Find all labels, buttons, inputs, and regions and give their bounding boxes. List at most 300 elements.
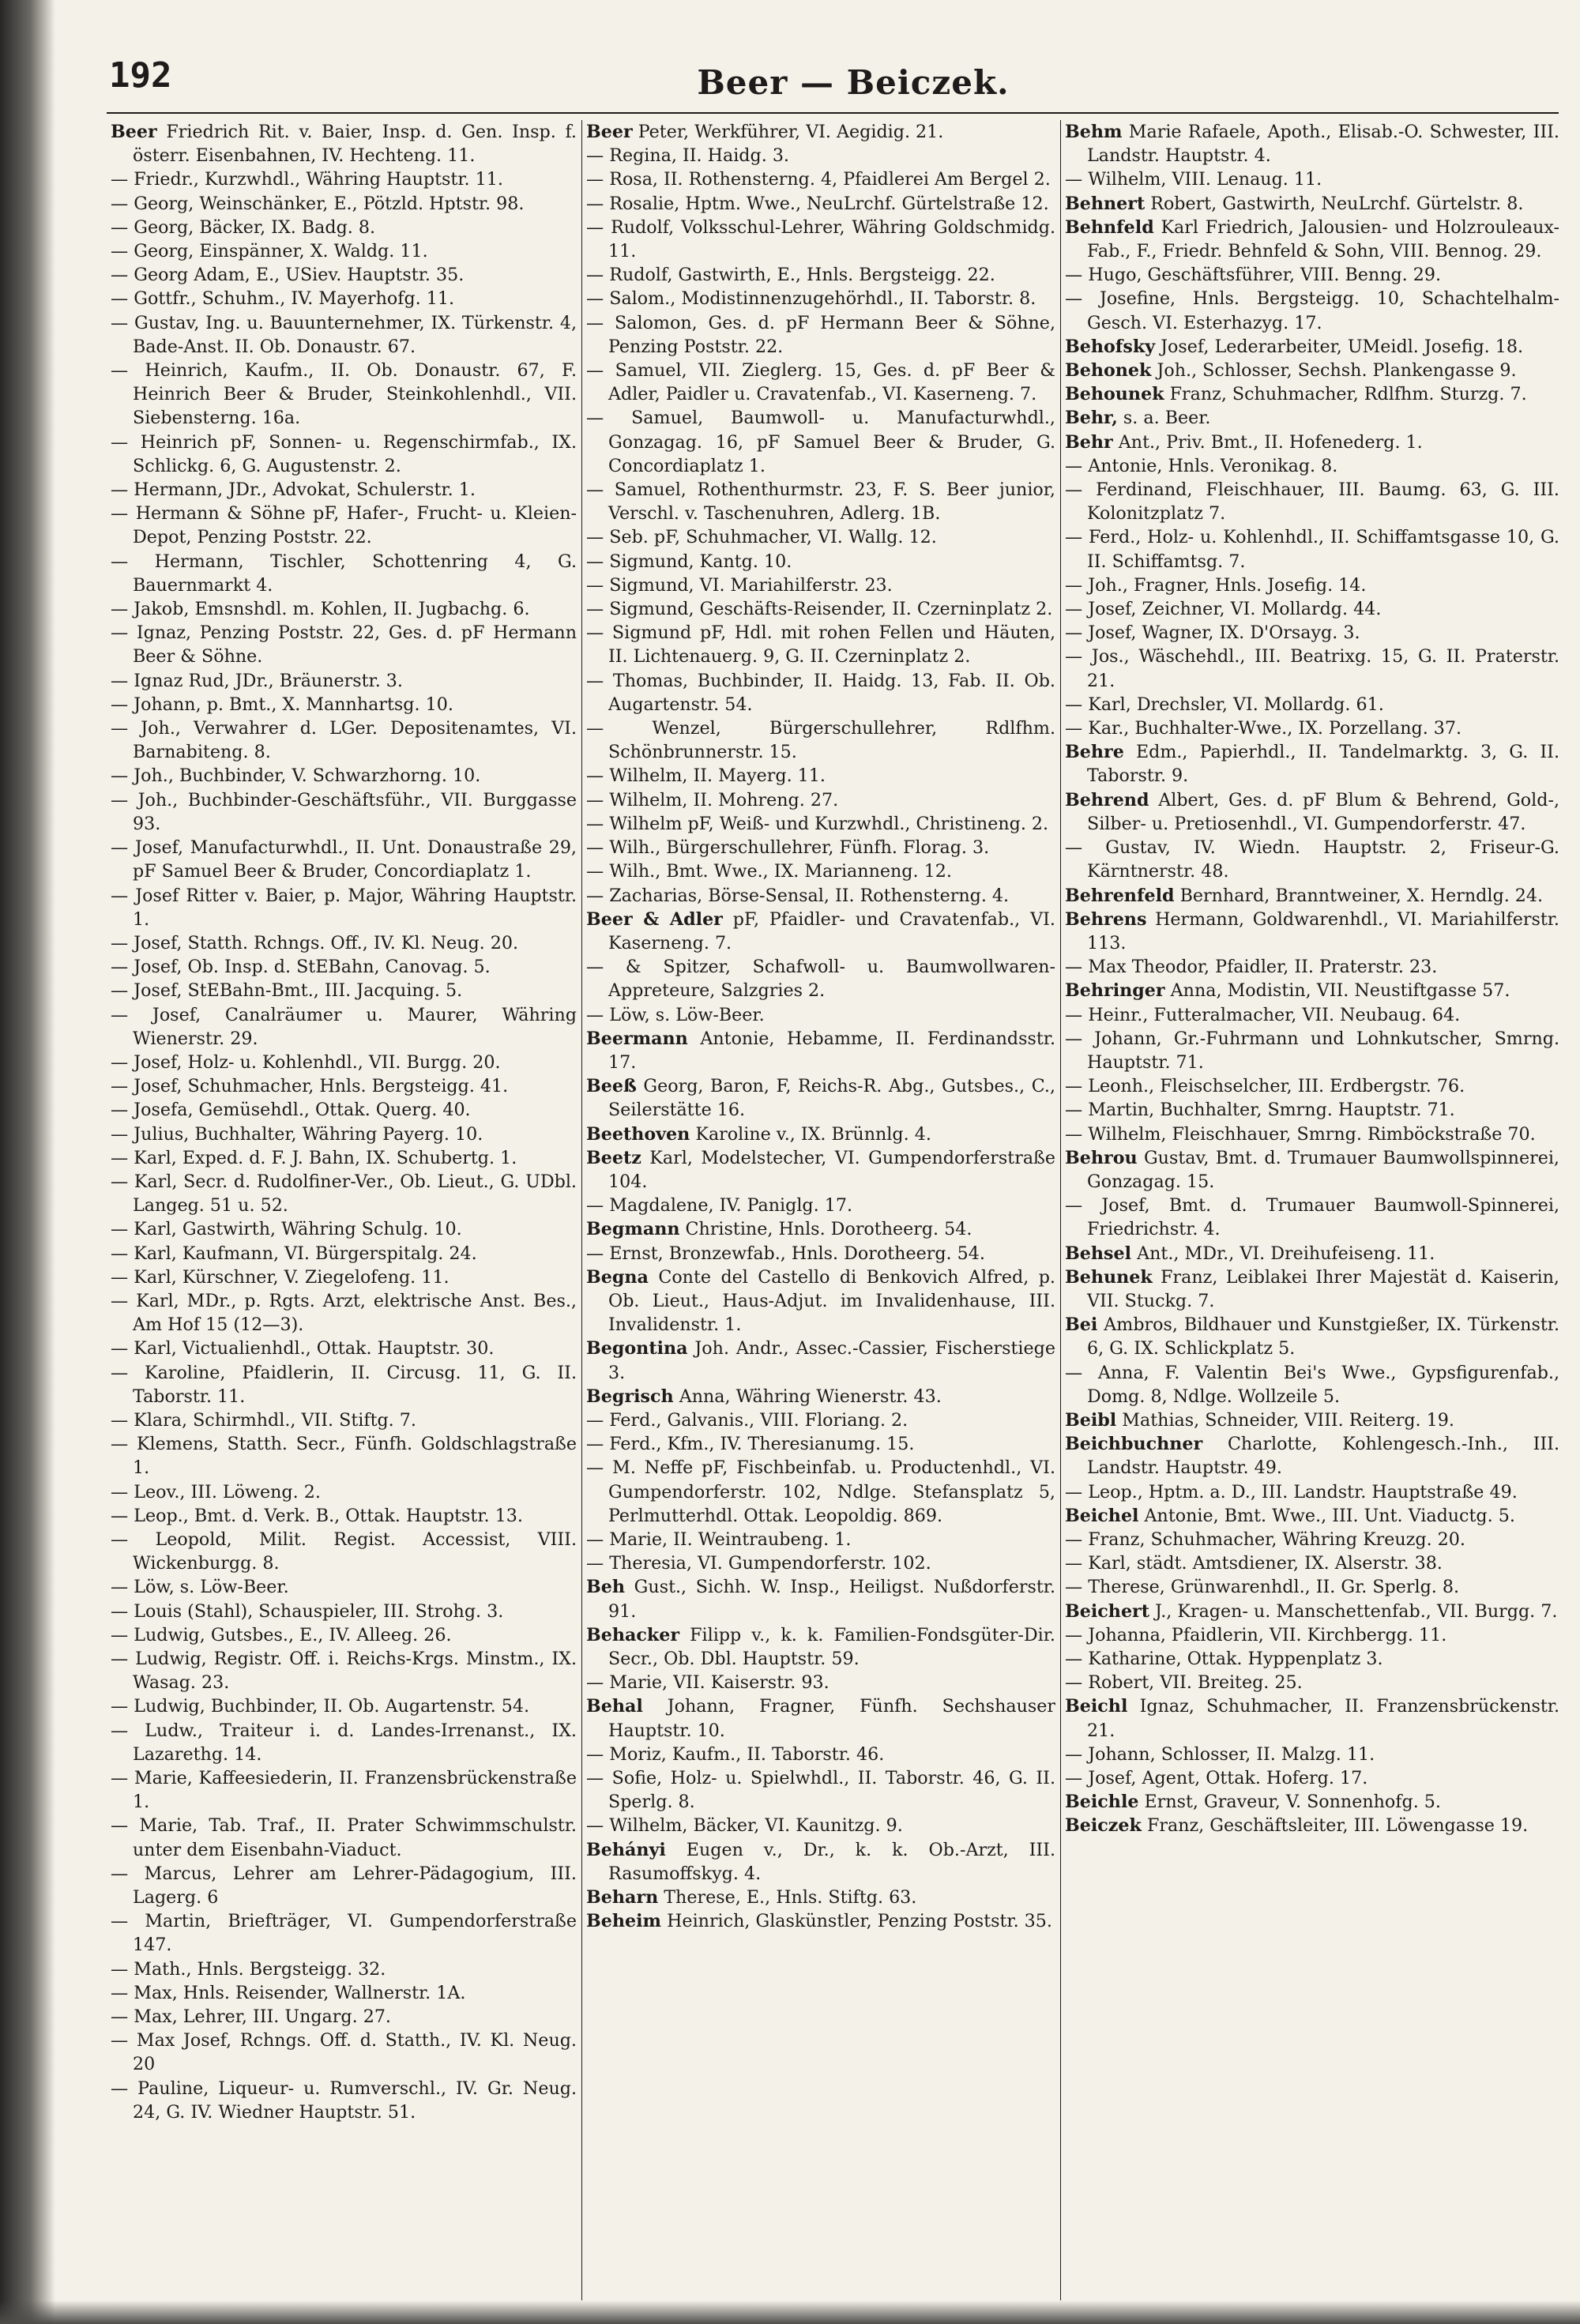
directory-entry: [111, 1051, 577, 1074]
directory-entry: [111, 1862, 577, 1909]
directory-entry: [586, 1766, 1055, 1814]
entry-text: — Klemens, Statth. Secr., Fünfh. Goldschlagstraße 1.: [111, 1434, 577, 1479]
directory-entry: [111, 1217, 577, 1241]
entry-text: — Hermann, JDr., Advokat, Schulerstr. 1.: [111, 479, 476, 501]
entry-text: — Georg Adam, E., USiev. Hauptstr. 35.: [111, 265, 465, 286]
entry-text: — Therese, Grünwarenhdl., II. Gr. Sperlg. 8.: [1065, 1577, 1460, 1598]
entry-text: — Ferd., Kfm., IV. Theresianumg. 15.: [586, 1434, 915, 1455]
directory-entry: [586, 1814, 1055, 1837]
directory-entry: [1065, 1790, 1559, 1814]
entry-text: — Karl, Victualienhdl., Ottak. Hauptstr. 30.: [111, 1338, 495, 1359]
entry-text: — Kar., Buchhalter-Wwe., IX. Porzellang. 37.: [1065, 718, 1462, 739]
directory-entry: [586, 621, 1055, 668]
directory-entry: [586, 144, 1055, 167]
entry-text: — Ludwig, Gutsbes., E., IV. Alleeg. 26.: [111, 1624, 452, 1645]
entry-text: Bernhard, Branntweiner, X. Herndlg. 24.: [1174, 885, 1544, 906]
directory-entry: [586, 359, 1055, 406]
directory-entry: [111, 1694, 577, 1718]
entry-text: — Joh., Verwahrer d. LGer. Depositenamtes, VI. Barnabiteng. 8.: [111, 718, 577, 763]
entry-surname: Behsel: [1065, 1243, 1132, 1264]
entry-text: — Josef Ritter v. Baier, p. Major, Währing Hauptstr. 1.: [111, 885, 577, 930]
directory-entry: [1065, 1123, 1559, 1146]
entry-surname: Behal: [586, 1696, 643, 1717]
directory-entry: [586, 1027, 1055, 1074]
directory-entry: [1065, 1647, 1559, 1671]
entry-text: Hermann, Goldwarenhdl., VI. Mariahilferstr. 113.: [1087, 908, 1559, 953]
entry-text: — Karl, Exped. d. F. J. Bahn, IX. Schubertg. 1.: [111, 1147, 517, 1168]
directory-entry: [586, 764, 1055, 788]
directory-entry: [1065, 1600, 1559, 1623]
entry-text: Anna, Währing Wienerstr. 43.: [673, 1386, 942, 1407]
directory-entry: [586, 192, 1055, 216]
entry-text: Georg, Baron, F, Reichs-R. Abg., Gutsbes., C., Seilerstätte 16.: [608, 1076, 1055, 1121]
entry-text: — Rudolf, Volksschul-Lehrer, Währing Goldschmidg. 11.: [586, 216, 1055, 262]
entry-text: — Moriz, Kaufm., II. Taborstr. 46.: [586, 1743, 885, 1765]
entry-text: Gustav, Bmt. d. Trumauer Baumwollspinnerei, Gonzagag. 15.: [1087, 1147, 1559, 1192]
directory-entry: [586, 216, 1055, 263]
entry-text: — Max Josef, Rchngs. Off. d. Statth., IV. Kl. Neug. 20: [111, 2030, 577, 2075]
entry-text: — Josef, Bmt. d. Trumauer Baumwoll-Spinnerei, Friedrichstr. 4.: [1065, 1195, 1559, 1240]
entry-text: — Georg, Bäcker, IX. Badg. 8.: [111, 216, 376, 238]
entry-text: s. a. Beer.: [1117, 408, 1211, 429]
entry-surname: Bei: [1065, 1314, 1098, 1336]
directory-entry: [586, 1217, 1055, 1241]
directory-entry: [111, 120, 577, 167]
entry-text: — & Spitzer, Schafwoll- u. Baumwollwaren-Appreteure, Salzgries 2.: [586, 957, 1055, 1002]
entry-text: — Karl, Kürschner, V. Ziegelofeng. 11.: [111, 1266, 450, 1288]
entry-text: — Joh., Fragner, Hnls. Josefig. 14.: [1065, 574, 1367, 596]
entry-text: — Ludwig, Buchbinder, II. Ob. Augartenstr. 54.: [111, 1696, 530, 1717]
entry-surname: Beichel: [1065, 1505, 1139, 1526]
entry-text: — Antonie, Hnls. Veronikag. 8.: [1065, 455, 1338, 476]
directory-entry: [1065, 1265, 1559, 1313]
directory-entry: [111, 764, 577, 788]
entry-text: — Leop., Hptm. a. D., III. Landstr. Hauptstraße 49.: [1065, 1481, 1518, 1502]
directory-entry: [586, 1671, 1055, 1694]
entry-text: — Seb. pF, Schuhmacher, VI. Wallg. 12.: [586, 527, 937, 548]
entry-text: — Josef, Ob. Insp. d. StEBahn, Canovag. 5.: [111, 957, 491, 978]
entry-text: — Johann, Gr.-Fuhrmann und Lohnkutscher, Smrng. Hauptstr. 71.: [1065, 1028, 1559, 1073]
entry-text: — Sofie, Holz- u. Spielwhdl., II. Taborstr. 46, G. II. Sperlg. 8.: [586, 1768, 1055, 1813]
directory-entry: [1065, 1361, 1559, 1408]
entry-text: — Samuel, Baumwoll- u. Manufacturwhdl., Gonzagag. 16, pF Samuel Beer & Bruder, G. Concordiaplatz 1.: [586, 408, 1055, 476]
directory-entry: [111, 1098, 577, 1122]
entry-text: — Josef, StEBahn-Bmt., III. Jacquing. 5.: [111, 980, 463, 1002]
entry-text: — Gustav, Ing. u. Bauunternehmer, IX. Türkenstr. 4, Bade-Anst. II. Ob. Donaustr. 67.: [111, 312, 577, 357]
entry-text: — Leov., III. Löweng. 2.: [111, 1481, 321, 1502]
directory-entry: [1065, 621, 1559, 645]
entry-text: — Ignaz, Penzing Poststr. 22, Ges. d. pF Hermann Beer & Söhne.: [111, 622, 577, 667]
directory-entry: [1065, 1003, 1559, 1027]
directory-entry: [586, 716, 1055, 764]
entry-text: — Wilhelm, VIII. Lenaug. 11.: [1065, 169, 1322, 190]
directory-entry: [1065, 1146, 1559, 1194]
directory-entry: [111, 431, 577, 478]
entry-text: — Jos., Wäschehdl., III. Beatrixg. 15, G. II. Praterstr. 21.: [1065, 646, 1559, 691]
directory-entry: [1065, 216, 1559, 263]
entry-text: — Ferd., Galvanis., VIII. Floriang. 2.: [586, 1409, 908, 1431]
entry-text: Christine, Hnls. Dorotheerg. 54.: [679, 1219, 972, 1240]
entry-text: Ant., Priv. Bmt., II. Hofenederg. 1.: [1112, 431, 1423, 453]
entry-text: — Marie, Tab. Traf., II. Prater Schwimmschulstr. unter dem Eisenbahn-Viaduct.: [111, 1815, 577, 1860]
directory-entry: [586, 1838, 1055, 1886]
directory-entry: [111, 955, 577, 979]
directory-entry: [1065, 454, 1559, 478]
entry-text: J., Kragen- u. Manschettenfab., VII. Burgg. 7.: [1149, 1600, 1558, 1622]
entry-text: Ambros, Bildhauer und Kunstgießer, IX. Türkenstr. 6, G. IX. Schlickplatz 5.: [1087, 1314, 1559, 1359]
directory-entry: [586, 788, 1055, 812]
entry-text: Anna, Modistin, VII. Neustiftgasse 57.: [1164, 980, 1510, 1002]
directory-entry: [1065, 1694, 1559, 1742]
entry-text: Joh. Andr., Assec.-Cassier, Fischerstiege 3.: [608, 1338, 1055, 1383]
directory-entry: [111, 263, 577, 287]
directory-entry: [586, 311, 1055, 359]
entry-surname: Behnfeld: [1065, 216, 1154, 238]
entry-surname: Behacker: [586, 1624, 680, 1645]
entry-text: Karl, Modelstecher, VI. Gumpendorferstraße 104.: [608, 1147, 1055, 1192]
entry-text: Mathias, Schneider, VIII. Reiterg. 19.: [1116, 1409, 1454, 1431]
entry-text: — Jakob, Emsnshdl. m. Kohlen, II. Jugbachg. 6.: [111, 599, 530, 620]
directory-entry: [586, 884, 1055, 908]
entry-text: pF, Pfaidler- und Cravatenfab., VI. Kaserneng. 7.: [608, 908, 1055, 953]
entry-surname: Beichbuchner: [1065, 1434, 1203, 1455]
directory-entry: [111, 1337, 577, 1360]
entry-text: — Max, Hnls. Reisender, Wallnerstr. 1A.: [111, 1982, 466, 2003]
entry-surname: Beheim: [586, 1911, 662, 1932]
directory-entry: [111, 1528, 577, 1575]
entry-text: — Friedr., Kurzwhdl., Währing Hauptstr. 11.: [111, 169, 503, 190]
entry-surname: Behounek: [1065, 384, 1164, 405]
directory-entry: [586, 908, 1055, 955]
column-3: [1065, 120, 1559, 2300]
directory-entry: [111, 2005, 577, 2029]
directory-entry: [1065, 167, 1559, 191]
entry-text: — Wilh., Bmt. Wwe., IX. Marianneng. 12.: [586, 861, 952, 882]
entry-text: Antonie, Hebamme, II. Ferdinandsstr. 17.: [608, 1028, 1055, 1073]
directory-entry: [586, 1074, 1055, 1122]
directory-entry: [586, 1551, 1055, 1575]
directory-entry: [1065, 645, 1559, 692]
entry-text: — Josef, Statth. Rchngs. Off., IV. Kl. Neug. 20.: [111, 932, 519, 953]
directory-entry: [111, 216, 577, 239]
entry-text: Charlotte, Kohlengesch.-Inh., III. Landstr. Hauptstr. 49.: [1087, 1434, 1559, 1479]
directory-entry: [586, 287, 1055, 310]
entry-surname: Behr,: [1065, 408, 1118, 429]
entry-text: — Wilh., Bürgerschullehrer, Fünfh. Florag. 3.: [586, 837, 990, 859]
directory-entry: [586, 1694, 1055, 1742]
entry-text: — Johann, p. Bmt., X. Mannhartsg. 10.: [111, 694, 453, 715]
directory-entry: [111, 669, 577, 693]
entry-text: Ant., MDr., VI. Dreihufeiseng. 11.: [1131, 1243, 1435, 1264]
directory-entry: [111, 716, 577, 764]
entry-surname: Beeß: [586, 1076, 637, 1097]
directory-entry: [111, 167, 577, 191]
directory-entry: [586, 478, 1055, 525]
directory-entry: [111, 478, 577, 502]
entry-text: — Ludw., Traiteur i. d. Landes-Irrenanst., IX. Lazarethg. 14.: [111, 1720, 577, 1765]
entry-text: — Johanna, Pfaidlerin, VII. Kirchbergg. 11.: [1065, 1624, 1447, 1645]
entry-text: — Löw, s. Löw-Beer.: [586, 1004, 765, 1025]
directory-entry: [1065, 1194, 1559, 1241]
entry-text: — Leonh., Fleischselcher, III. Erdbergstr. 76.: [1065, 1076, 1465, 1097]
directory-entry: [111, 1170, 577, 1217]
directory-entry: [1065, 1623, 1559, 1647]
entry-text: — Katharine, Ottak. Hyppenplatz 3.: [1065, 1649, 1383, 1669]
entry-surname: Behrou: [1065, 1147, 1138, 1168]
directory-entry: [1065, 1074, 1559, 1098]
directory-entry: [1065, 335, 1559, 359]
entry-text: Ignaz, Schuhmacher, II. Franzensbrückenstr. 21.: [1087, 1696, 1559, 1741]
entry-surname: Beer: [586, 122, 633, 142]
directory-entry: [111, 359, 577, 431]
entry-text: — Josef, Canalräumer u. Maurer, Währing Wienerstr. 29.: [111, 1004, 577, 1049]
entry-surname: Behrenfeld: [1065, 885, 1175, 906]
entry-surname: Behre: [1065, 742, 1124, 763]
entry-text: — Robert, VII. Breiteg. 25.: [1065, 1672, 1303, 1694]
entry-text: — Wilhelm, Fleischhauer, Smrng. Rimböckstraße 70.: [1065, 1123, 1536, 1145]
directory-entry: [111, 2029, 577, 2076]
entry-text: — Rudolf, Gastwirth, E., Hnls. Bergsteigg. 22.: [586, 265, 995, 286]
entry-text: — Josef, Zeichner, VI. Mollardg. 44.: [1065, 599, 1382, 620]
entry-text: — Georg, Weinschänker, E., Pötzld. Hptstr. 98.: [111, 193, 525, 214]
entry-text: Conte del Castello di Benkovich Alfred, p. Ob. Lieut., Haus-Adjut. im Invalidenhause, III. Invalidenstr. 1.: [608, 1266, 1055, 1336]
page-bottom-shadow: [0, 2300, 1580, 2324]
directory-entry: [586, 550, 1055, 573]
directory-entry: [1065, 1528, 1559, 1551]
entry-surname: Beichle: [1065, 1792, 1139, 1813]
directory-entry: [111, 1003, 577, 1051]
entry-text: Antonie, Bmt. Wwe., III. Unt. Viaductg. 5.: [1138, 1505, 1515, 1526]
entry-surname: Beer: [111, 122, 157, 142]
entry-surname: Behringer: [1065, 980, 1165, 1002]
directory-entry: [586, 406, 1055, 478]
column-1: [111, 120, 577, 2300]
entry-text: — Wilhelm, II. Mohreng. 27.: [586, 789, 839, 810]
entry-text: — Salom., Modistinnenzugehörhdl., II. Taborstr. 8.: [586, 288, 1036, 310]
entry-surname: Begna: [586, 1266, 649, 1288]
entry-text: — Hermann, Tischler, Schottenring 4, G. Bauernmarkt 4.: [111, 551, 577, 596]
directory-entry: [1065, 1575, 1559, 1599]
entry-text: — Marie, Kaffeesiederin, II. Franzensbrückenstraße 1.: [111, 1768, 577, 1813]
entry-surname: Behm: [1065, 122, 1123, 142]
directory-entry: [111, 1575, 577, 1599]
entry-text: Robert, Gastwirth, NeuLrchf. Gürtelstr. 8.: [1145, 193, 1524, 214]
directory-entry: [111, 1981, 577, 2005]
directory-entry: [586, 1575, 1055, 1623]
entry-surname: Begmann: [586, 1219, 680, 1240]
column-separator: [1060, 120, 1061, 2300]
entry-text: — Thomas, Buchbinder, II. Haidg. 13, Fab. II. Ob. Augartenstr. 54.: [586, 670, 1055, 715]
directory-entry: [586, 263, 1055, 287]
entry-text: — Josefine, Hnls. Bergsteigg. 10, Schachtelhalm-Gesch. VI. Esterhazyg. 17.: [1065, 288, 1559, 333]
entry-text: — Regina, II. Haidg. 3.: [586, 145, 789, 167]
entry-text: Johann, Fragner, Fünfh. Sechshauser Hauptstr. 10.: [608, 1696, 1055, 1741]
entry-surname: Beethoven: [586, 1123, 690, 1145]
entry-text: Albert, Ges. d. pF Blum & Behrend, Gold-, Silber- u. Pretiosenhdl., VI. Gumpendorferstr. 47.: [1087, 789, 1559, 834]
entry-surname: Behnert: [1065, 193, 1146, 214]
entry-text: — Martin, Buchhalter, Smrng. Hauptstr. 71.: [1065, 1100, 1455, 1121]
entry-text: — Sigmund, VI. Mariahilferstr. 23.: [586, 574, 893, 596]
entry-text: — Josefa, Gemüsehdl., Ottak. Querg. 40.: [111, 1100, 471, 1121]
entry-text: — Sigmund, Kantg. 10.: [586, 551, 792, 572]
entry-text: — Ernst, Bronzewfab., Hnls. Dorotheerg. 54.: [586, 1243, 985, 1264]
entry-text: — Anna, F. Valentin Bei's Wwe., Gypsfigurenfab., Domg. 8, Ndlge. Wollzeile 5.: [1065, 1362, 1559, 1407]
entry-text: — Louis (Stahl), Schauspieler, III. Strohg. 3.: [111, 1600, 504, 1622]
directory-entry: [1065, 1551, 1559, 1575]
entry-text: — Josef, Schuhmacher, Hnls. Bergsteigg. 41.: [111, 1076, 509, 1097]
entry-surname: Beermann: [586, 1028, 688, 1049]
directory-entry: [1065, 1743, 1559, 1766]
directory-entry: [1065, 1766, 1559, 1790]
directory-entry: [111, 1123, 577, 1146]
entry-text: — Karl, städt. Amtsdiener, IX. Alserstr. 38.: [1065, 1553, 1443, 1574]
directory-entry: [1065, 1432, 1559, 1480]
entry-text: — Max Theodor, Pfaidler, II. Praterstr. 23.: [1065, 957, 1438, 978]
entry-text: — Karoline, Pfaidlerin, II. Circusg. 11, G. II. Taborstr. 11.: [111, 1362, 577, 1407]
directory-entry: [1065, 406, 1559, 430]
entry-text: — Marie, VII. Kaiserstr. 93.: [586, 1672, 830, 1694]
directory-entry: [111, 1265, 577, 1289]
directory-entry: [111, 1504, 577, 1528]
directory-entry: [111, 311, 577, 359]
directory-entry: [586, 120, 1055, 144]
directory-entry: [111, 1408, 577, 1432]
directory-entry: [1065, 120, 1559, 167]
entry-surname: Behunek: [1065, 1266, 1153, 1288]
directory-entry: [1065, 788, 1559, 836]
entry-text: — Max, Lehrer, III. Ungarg. 27.: [111, 2006, 391, 2028]
entry-text: — Ferd., Holz- u. Kohlenhdl., II. Schiffamtsgasse 10, G. II. Schiffamtsg. 7.: [1065, 527, 1559, 572]
entry-text: — Martin, Briefträger, VI. Gumpendorferstraße 147.: [111, 1911, 577, 1956]
entry-text: Edm., Papierhdl., II. Tandelmarktg. 3, G. II. Taborstr. 9.: [1087, 742, 1559, 787]
entry-text: — Josef, Wagner, IX. D'Orsayg. 3.: [1065, 622, 1360, 644]
directory-entry: [111, 1432, 577, 1480]
directory-entry: [586, 955, 1055, 1002]
directory-entry: [1065, 525, 1559, 573]
entry-text: — Leop., Bmt. d. Verk. B., Ottak. Hauptstr. 13.: [111, 1505, 523, 1526]
directory-entry: [1065, 884, 1559, 908]
directory-entry: [111, 2077, 577, 2124]
directory-entry: [586, 167, 1055, 191]
directory-entry: [586, 1909, 1055, 1933]
directory-entry: [1065, 1313, 1559, 1360]
directory-entry: [586, 836, 1055, 859]
entry-text: — Ludwig, Registr. Off. i. Reichs-Krgs. Minstm., IX. Wasag. 23.: [111, 1649, 577, 1694]
book-gutter-shadow: [0, 0, 55, 2324]
directory-entry: [1065, 1480, 1559, 1504]
directory-entry: [111, 192, 577, 216]
entry-text: — Rosalie, Hptm. Wwe., NeuLrchf. Gürtelstraße 12.: [586, 193, 1049, 214]
entry-surname: Behányi: [586, 1839, 666, 1860]
directory-entry: [586, 1123, 1055, 1146]
directory-entry: [586, 573, 1055, 597]
running-head: Beer — Beiczek.: [697, 63, 1010, 102]
entry-text: — Rosa, II. Rothensterng. 4, Pfaidlerei Am Bergel 2.: [586, 169, 1051, 190]
directory-entry: [111, 1146, 577, 1170]
directory-entry: [1065, 1814, 1559, 1837]
entry-text: Franz, Schuhmacher, Rdlfhm. Sturzg. 7.: [1164, 384, 1527, 405]
directory-entry: [586, 1456, 1055, 1528]
entry-text: — Franz, Schuhmacher, Währing Kreuzg. 20.: [1065, 1529, 1465, 1550]
directory-entry: [1065, 573, 1559, 597]
directory-entry: [586, 525, 1055, 549]
entry-text: — Josef, Manufacturwhdl., II. Unt. Donaustraße 29, pF Samuel Beer & Bruder, Concordiaplatz 1.: [111, 837, 577, 882]
entry-text: — Joh., Buchbinder-Geschäftsführ., VII. Burggasse 93.: [111, 789, 577, 834]
entry-text: — Wilhelm pF, Weiß- und Kurzwhdl., Christineng. 2.: [586, 813, 1049, 834]
entry-surname: Behrens: [1065, 908, 1147, 930]
directory-entry: [111, 693, 577, 716]
directory-entry: [1065, 359, 1559, 382]
entry-text: — M. Neffe pF, Fischbeinfab. u. Productenhdl., VI. Gumpendorferstr. 102, Ndlge. Stefansplatz 5, Perlmutterhdl. Ottak. Leopoldig. 869.: [586, 1457, 1055, 1526]
entry-surname: Beibl: [1065, 1409, 1117, 1431]
directory-entry: [586, 1003, 1055, 1027]
directory-entry: [111, 239, 577, 263]
directory-entry: [586, 1886, 1055, 1909]
entry-text: — Zacharias, Börse-Sensal, II. Rothensterng. 4.: [586, 885, 1010, 906]
entry-text: — Karl, Secr. d. Rudolfiner-Ver., Ob. Lieut., G. UDbl. Langeg. 51 u. 52.: [111, 1171, 577, 1217]
entry-text: — Ignaz Rud, JDr., Bräunerstr. 3.: [111, 670, 403, 691]
directory-entry: [586, 597, 1055, 621]
entry-text: — Heinr., Futteralmacher, VII. Neubaug. 64.: [1065, 1004, 1461, 1025]
directory-entry: [586, 669, 1055, 716]
column-separator: [581, 120, 582, 2300]
entry-text: — Klara, Schirmhdl., VII. Stiftg. 7.: [111, 1409, 416, 1431]
directory-entry: [1065, 1408, 1559, 1432]
column-2: [586, 120, 1055, 2300]
directory-entry: [586, 859, 1055, 883]
directory-entry: [586, 1337, 1055, 1384]
entry-text: Josef, Lederarbeiter, UMeidl. Josefig. 18.: [1155, 336, 1524, 357]
directory-entry: [1065, 979, 1559, 1002]
entry-surname: Beharn: [586, 1887, 659, 1908]
directory-entry: [586, 1194, 1055, 1217]
directory-entry: [1065, 382, 1559, 406]
directory-entry: [1065, 740, 1559, 788]
entry-text: — Math., Hnls. Bergsteigg. 32.: [111, 1958, 386, 1980]
entry-text: Therese, E., Hnls. Stiftg. 63.: [658, 1887, 917, 1908]
entry-text: — Samuel, Rothenthurmstr. 23, F. S. Beer junior, Verschl. v. Taschenuhren, Adlerg. 1B.: [586, 479, 1055, 525]
page-number: 192: [109, 55, 172, 96]
directory-entry: [111, 1719, 577, 1766]
entry-text: Marie Rafaele, Apoth., Elisab.-O. Schwester, III. Landstr. Hauptstr. 4.: [1087, 122, 1559, 167]
directory-entry: [1065, 431, 1559, 454]
directory-entry: [1065, 1671, 1559, 1694]
directory-entry: [586, 1528, 1055, 1551]
entry-text: — Gustav, IV. Wiedn. Hauptstr. 2, Friseur-G. Kärntnerstr. 48.: [1065, 837, 1559, 882]
directory-entry: [586, 1432, 1055, 1456]
entry-text: — Karl, MDr., p. Rgts. Arzt, elektrische Anst. Bes., Am Hof 15 (12—3).: [111, 1290, 577, 1336]
entry-surname: Behofsky: [1065, 336, 1156, 357]
entry-text: — Karl, Drechsler, VI. Mollardg. 61.: [1065, 694, 1384, 715]
entry-text: — Löw, s. Löw-Beer.: [111, 1577, 289, 1598]
entry-text: Eugen v., Dr., k. k. Ob.-Arzt, III. Rasumoffskyg. 4.: [608, 1839, 1055, 1884]
directory-entry: [1065, 693, 1559, 716]
directory-entry: [111, 979, 577, 1002]
directory-entry: [1065, 192, 1559, 216]
entry-text: — Johann, Schlosser, II. Malzg. 11.: [1065, 1743, 1375, 1765]
entry-text: — Gottfr., Schuhm., IV. Mayerhofg. 11.: [111, 288, 455, 310]
entry-surname: Behonek: [1065, 360, 1152, 382]
directory-entry: [111, 1600, 577, 1623]
entry-text: — Josef, Agent, Ottak. Hoferg. 17.: [1065, 1768, 1368, 1789]
entry-surname: Beichl: [1065, 1696, 1128, 1717]
entry-text: — Marie, II. Weintraubeng. 1.: [586, 1529, 852, 1550]
entry-text: Gust., Sichh. W. Insp., Heiligst. Nußdorferstr. 91.: [608, 1577, 1055, 1622]
directory-entry: [111, 1647, 577, 1694]
entry-text: — Heinrich pF, Sonnen- u. Regenschirmfab., IX. Schlickg. 6, G. Augustenstr. 2.: [111, 431, 577, 476]
entry-text: Heinrich, Glaskünstler, Penzing Poststr. 35.: [661, 1911, 1052, 1932]
entry-surname: Behr: [1065, 431, 1113, 453]
